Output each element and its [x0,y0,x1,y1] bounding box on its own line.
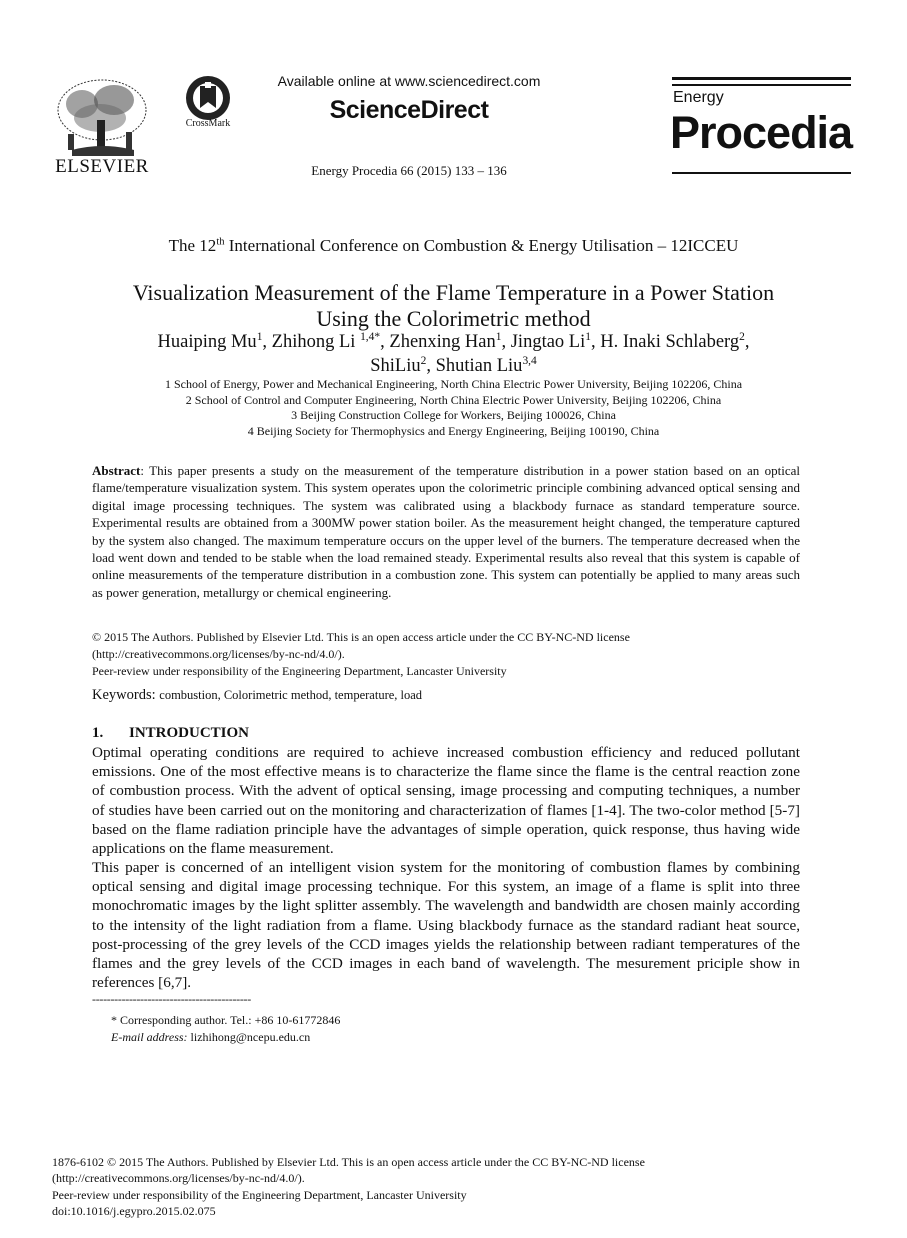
footnote-corresponding: * Corresponding author. Tel.: +86 10-61772846 [111,1013,341,1027]
author-7 [436,356,537,376]
keywords-text: combustion, Colorimetric method, temperature, load [159,688,423,702]
footer-license-url-link[interactable]: http://creativecommons.org/licenses/by-nc-nd/4.0/ [56,1171,298,1186]
author-affil: 1 [585,330,591,343]
license-line1: © 2015 The Authors. Published by Elsevier Ltd. This is an open access article under the CC BY-NC-ND license [92,630,630,644]
abstract [92,462,800,601]
paren-close: ). [297,1171,305,1186]
email-address-link[interactable]: lizhihong@ncepu.edu.cn [187,1030,311,1044]
author-3 [389,332,510,352]
author-5 [600,332,749,352]
section-title: INTRODUCTION [129,725,250,741]
keywords [92,687,800,704]
author-affil: 1 [256,330,263,343]
author-sep: , [380,332,390,352]
author-name: ShiLiu [370,356,421,376]
footnote-email [111,1030,310,1045]
paper-title [40,280,867,332]
email-label: E-mail address: [111,1030,188,1044]
author-1 [158,332,272,352]
procedia-top-rule-2 [672,84,851,86]
author-list [100,330,807,378]
footnote-separator: ------------------------------------------- [92,992,251,1006]
footer-line2 [52,1170,852,1186]
intro-paragraph-1: Optimal operating conditions are required to achieve increased combustion efficiency and reduced pollutant emissions. One of the most effective means is to characterize the flame since the flame is the central reaction zone of combustion process. With the advent of optical sensing, image processing and computing techniques, a number of studies have been carried out on the monitoring and characterization of flames [1-4]. The two-color method [5-7] based on the flame radiation principle have the advantages of simple operation, quick response, thus having wide applications on the flame measurement. [92,744,800,858]
author-2 [272,332,390,352]
author-sep: , [744,332,750,352]
section-number: 1. [92,725,104,741]
section-heading [92,725,249,742]
author-affil: 2 [420,354,427,367]
author-name: Jingtao Li [510,332,586,352]
paren-open: ( [92,647,96,661]
page-footer [52,1154,852,1220]
sciencedirect-title: ScienceDirect [329,96,489,124]
journal-reference: Energy Procedia 66 (2015) 133 – 136 [311,163,507,178]
procedia-logo-energy: Energy [673,89,724,106]
author-sep: , [501,332,511,352]
affiliation-4: 4 Beijing Society for Thermophysics and Energy Engineering, Beijing 100190, China [247,423,660,438]
affiliation-2: 2 School of Control and Computer Engineering, North China Electric Power University, Beijing 102206, China [185,392,722,407]
author-sep: , [590,332,601,352]
author-name: Shutian Liu [435,356,523,376]
crossmark-label: CrossMark [185,118,231,129]
license-url-link[interactable]: http://creativecommons.org/licenses/by-nc-nd/4.0/ [96,647,338,661]
keywords-label: Keywords: [92,687,160,703]
available-online-text: Available online at www.sciencedirect.com [277,73,541,89]
footer-line1: 1876-6102 © 2015 The Authors. Published by Elsevier Ltd. This is an open access article under the CC BY-NC-ND license [52,1155,645,1169]
procedia-logo-main: Procedia [670,107,853,158]
conference-prefix: The 12 [168,236,217,255]
intro-paragraph-2: This paper is concerned of an intelligent vision system for the monitoring of combustion flames by combining optical sensing and digital image processing technique. For this system, an image of a flame is split into three monochromatic images by the light splitter assembly. The wavelength and bandwidth are chosen mainly according to the intensity of the light radiation from a flame. Using blackbody furnace as the standard radiant heat source, post-processing of the grey levels of the CCD images yields the relationship between radiant temperatures of the flames and the grey levels of the CCD images in each band of wavelength. The mesurement priciple show in references [6,7]. [92,859,800,992]
author-6 [370,356,435,376]
author-sep: , [262,332,272,352]
affiliation-3: 3 Beijing Construction College for Workers, Beijing 100026, China [291,408,616,422]
conference-suffix: International Conference on Combustion & Energy Utilisation – 12ICCEU [224,236,739,255]
abstract-label: Abstract [92,463,141,478]
footer-line3: Peer-review under responsibility of the Engineering Department, Lancaster University [52,1187,467,1202]
author-affil: 1 [495,330,502,343]
license-line2 [92,646,800,663]
license-line3: Peer-review under responsibility of the Engineering Department, Lancaster University [92,664,507,678]
abstract-text: : This paper presents a study on the measurement of the temperature distribution in a power station based on an optical flame/temperature visualization system. This system operates upon the colorimetric principle combining advanced optical sensing and digital image processing techniques. The system was calibrated using a blackbody furnace as standard temperature source. Experimental results are obtained from a 300MW power station boiler. As the measurement height changed, the temperature captured by the system also changed. The maximum temperature occurs on the upper level of the burners. The temperature decreased when the load went down and tended to be stable when the load remained steady. Experimental results also reveal that this system is capable of online measurements of the temperature distribution in a combustion zone. This system can potentially be applied to many areas such as power generation, metallurgy or chemical engineering. [92,463,800,600]
author-4 [511,332,601,352]
paper-title-line2: Using the Colorimetric method [316,306,591,331]
author-name: Zhihong Li [271,332,361,352]
paren-open: ( [52,1171,56,1186]
author-affil: 1,4* [360,330,381,343]
author-affil: 3,4 [522,354,537,367]
author-name: Zhenxing Han [389,332,496,352]
footer-doi-link[interactable]: doi:10.1016/j.egypro.2015.02.075 [52,1204,216,1219]
procedia-bottom-rule [672,172,851,174]
conference-line [60,236,847,256]
author-affil: 2 [739,330,745,343]
paren-close: ). [337,647,345,661]
author-name: Huaiping Mu [157,332,257,352]
license-block [92,629,800,680]
author-name: H. Inaki Schlaberg [600,332,740,352]
author-sep: , [426,356,436,376]
elsevier-wordmark: ELSEVIER [55,156,149,177]
affiliations [40,377,867,439]
affiliation-1: 1 School of Energy, Power and Mechanical Engineering, North China Electric Power University, Beijing 102206, China [164,377,743,391]
conference-sup: th [216,236,225,248]
procedia-top-rule-1 [672,77,851,80]
paper-title-line1: Visualization Measurement of the Flame Temperature in a Power Station [132,280,775,305]
